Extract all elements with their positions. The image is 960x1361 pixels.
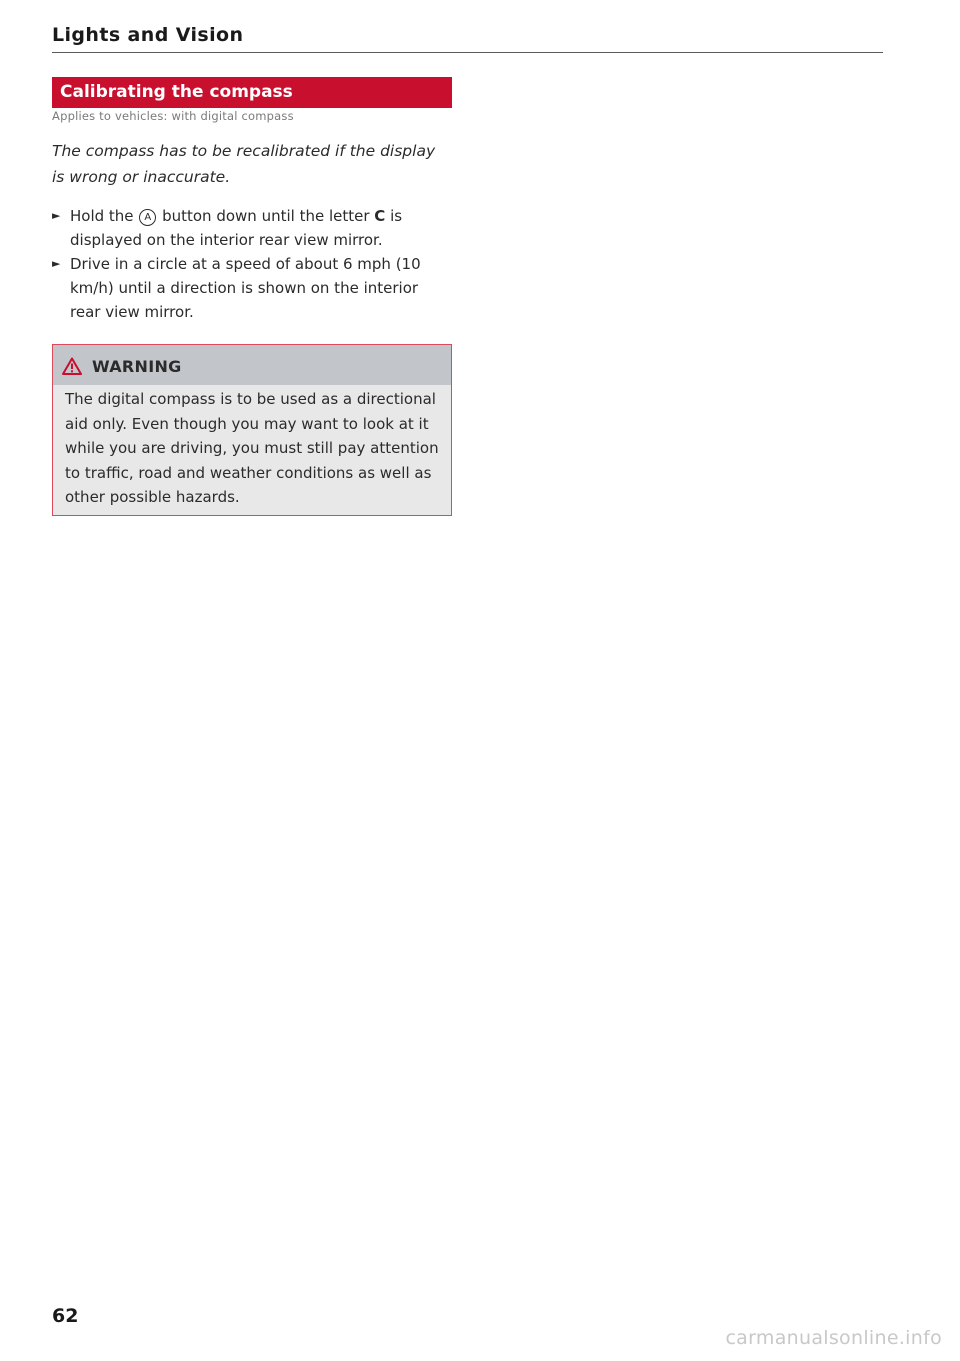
step-text-part: button down until the letter	[157, 207, 375, 225]
step-text-part: is displayed on the interior rear view mirror.	[70, 207, 403, 249]
intro-text: The compass has to be recalibrated if the display is wrong or inaccurate.	[52, 142, 436, 186]
step-text-part: Hold the	[70, 207, 139, 225]
warning-box	[52, 344, 452, 516]
applies-to-note: Applies to vehicles: with digital compass	[52, 109, 294, 123]
section-header-title: Lights and Vision	[52, 24, 244, 46]
page-number: 62	[52, 1305, 79, 1327]
instruction-step-1	[52, 204, 452, 252]
warning-title: WARNING	[92, 357, 182, 376]
warning-triangle-icon	[62, 357, 82, 375]
section-title-banner: Calibrating the compass	[52, 77, 452, 108]
warning-header	[53, 345, 451, 385]
step-arrow-icon: ►	[52, 209, 61, 222]
letter-c: C	[374, 207, 386, 225]
header-divider	[52, 52, 883, 53]
watermark: carmanualsonline.info	[725, 1327, 942, 1349]
button-a-icon: A	[139, 209, 156, 226]
step-text: Drive in a circle at a speed of about 6 mph (10 km/h) until a direction is shown on the interior rear view mirror.	[70, 255, 421, 321]
warning-text: The digital compass is to be used as a directional aid only. Even though you may want to look at it while you are driving, you must still pay attention to traffic, road and weather conditions as well as other possible hazards.	[65, 390, 439, 506]
step-arrow-icon: ►	[52, 257, 61, 270]
instruction-steps	[52, 204, 452, 324]
instruction-step-2	[52, 252, 452, 324]
